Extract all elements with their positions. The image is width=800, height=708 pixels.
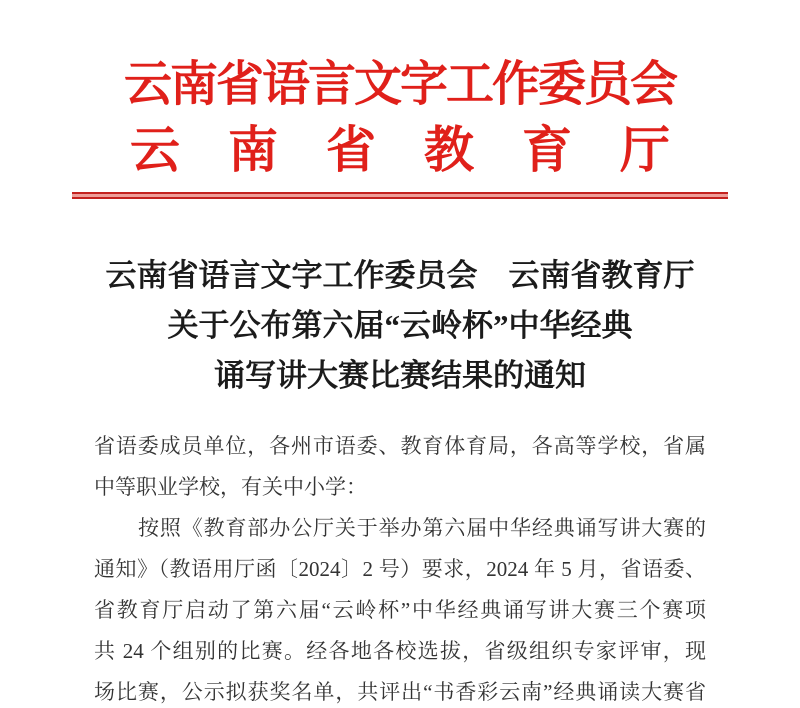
doc-title-line-2: 关于公布第六届“云岭杯”中华经典 [167,308,633,343]
red-divider-rule [72,192,728,199]
body-line: 场比赛，公示拟获奖名单，共评出“书香彩云南”经典诵读大赛省 [94,680,706,704]
body-line: 中等职业学校，有关中小学： [94,475,367,499]
body-line: 按照《教育部办公厅关于举办第六届中华经典诵写讲大赛的 [138,516,706,540]
letterhead [0,60,800,199]
org-name-secondary-text: 云南省教育厅 [130,122,718,178]
body-line: 共 24 个组别的比赛。经各地各校选拔，省级组织专家评审，现 [94,639,706,663]
org-name-secondary [0,122,800,178]
doc-title-line-3: 诵写讲大赛比赛结果的通知 [214,358,586,393]
org-name-primary: 云南省语言文字工作委员会 [123,58,676,111]
body-line: 通知》（教语用厅函〔2024〕2 号）要求，2024 年 5 月，省语委、 [94,557,706,581]
body-text [94,426,706,708]
body-line: 省教育厅启动了第六届“云岭杯”中华经典诵写讲大赛三个赛项 [94,598,706,622]
doc-title-line-1: 云南省语言文字工作委员会 云南省教育厅 [105,258,695,293]
doc-title [0,251,800,401]
body-line: 省语委成员单位，各州市语委、教育体育局，各高等学校，省属 [94,434,706,458]
